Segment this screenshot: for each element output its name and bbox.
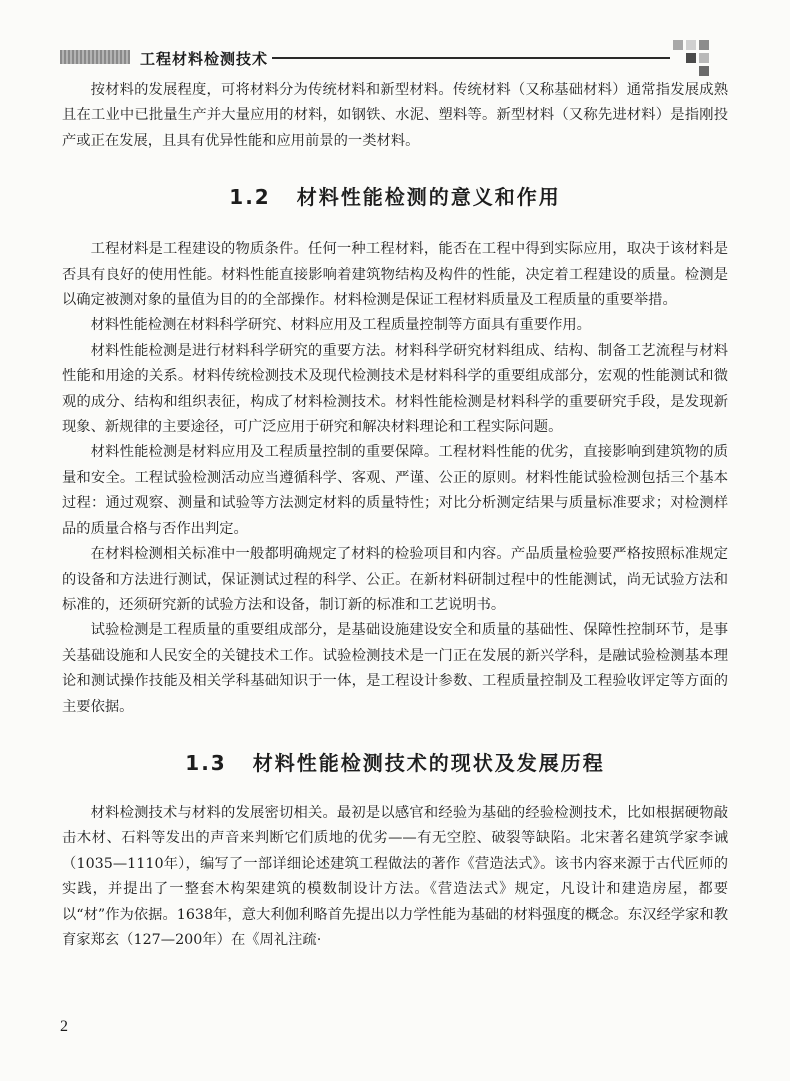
header-square-decoration xyxy=(699,66,709,76)
section-number: 1.3 xyxy=(185,750,227,775)
header-square-decoration xyxy=(699,40,709,50)
header-square-decoration xyxy=(686,53,696,63)
paragraph: 材料性能检测是进行材料科学研究的重要方法。材料科学研究材料组成、结构、制备工艺流程与材料性能和用途的关系。材料传统检测技术及现代检测技术是材料科学的重要组成部分，宏观的性能测试和微观的成分、结构和组织表征，构成了材料检测技术。材料性能检测是材料科学的重要研究手段，是发现新现象、新规律的主要途径，可广泛应用于研究和解决材料理论和工程实际问题。 xyxy=(62,342,728,436)
header-square-decoration xyxy=(673,40,683,50)
header-square-decoration xyxy=(686,40,696,50)
paragraph: 材料性能检测在材料科学研究、材料应用及工程质量控制等方面具有重要作用。 xyxy=(90,317,591,334)
section-title: 材料性能检测的意义和作用 xyxy=(296,185,561,210)
intro-paragraph: 按材料的发展程度，可将材料分为传统材料和新型材料。传统材料（又称基础材料）通常指发展成熟且在工业中已批量生产并大量应用的材料，如钢铁、水泥、塑料等。新型材料（又称先进材料）是指刚投产或正在发展，且具有优异性能和应用前景的一类材料。 xyxy=(62,82,728,149)
running-header xyxy=(0,40,790,80)
section-heading-1-3 xyxy=(62,747,728,776)
header-rule xyxy=(272,57,670,59)
page-number: 2 xyxy=(60,1018,68,1035)
section-number: 1.2 xyxy=(229,185,271,210)
page-body xyxy=(62,78,728,953)
paragraph: 材料检测技术与材料的发展密切相关。最初是以感官和经验为基础的经验检测技术，比如根据硬物敲击木材、石料等发出的声音来判断它们质地的优劣——有无空腔、破裂等缺陷。北宋著名建筑学家李诫（1035—1110年），编写了一部详细论述建筑工程做法的著作《营造法式》。该书内容来源于古代匠师的实践，并提出了一整套木构架建筑的模数制设计方法。《营造法式》规定，凡设计和建造房屋，都要以“材”作为依据。1638年，意大利伽利略首先提出以力学性能为基础的材料强度的概念。东汉经学家和教育家郑玄（127—200年）在《周礼注疏· xyxy=(62,804,728,948)
header-square-decoration xyxy=(699,53,709,63)
paragraph: 试验检测是工程质量的重要组成部分，是基础设施建设安全和质量的基础性、保障性控制环节，是事关基础设施和人民安全的关键技术工作。试验检测技术是一门正在发展的新兴学科，是融试验检测基本理论和测试操作技能及相关学科基础知识于一体，是工程设计参数、工程质量控制及工程验收评定等方面的主要依据。 xyxy=(62,622,728,715)
paragraph: 工程材料是工程建设的物质条件。任何一种工程材料，能否在工程中得到实际应用，取决于该材料是否具有良好的使用性能。材料性能直接影响着建筑物结构及构件的性能，决定着工程建设的质量。检测是以确定被测对象的量值为目的的全部操作。材料检测是保证工程材料质量及工程质量的重要举措。 xyxy=(62,241,728,309)
section-title: 材料性能检测技术的现状及发展历程 xyxy=(252,750,605,775)
header-bar-decoration xyxy=(60,50,130,64)
paragraph: 材料性能检测是材料应用及工程质量控制的重要保障。工程材料性能的优劣，直接影响到建筑物的质量和安全。工程试验检测活动应当遵循科学、客观、严谨、公正的原则。材料性能试验检测包括三个基本过程：通过观察、测量和试验等方法测定材料的质量特性；对比分析测定结果与质量标准要求；对检测样品的质量合格与否作出判定。 xyxy=(62,444,728,537)
section-heading-1-2 xyxy=(62,181,728,210)
running-title: 工程材料检测技术 xyxy=(140,50,269,68)
paragraph: 在材料检测相关标准中一般都明确规定了材料的检验项目和内容。产品质量检验要严格按照标准规定的设备和方法进行测试，保证测试过程的科学、公正。在新材料研制过程中的性能测试，尚无试验方法和标准的，还须研究新的试验方法和设备，制订新的标准和工艺说明书。 xyxy=(62,546,728,613)
